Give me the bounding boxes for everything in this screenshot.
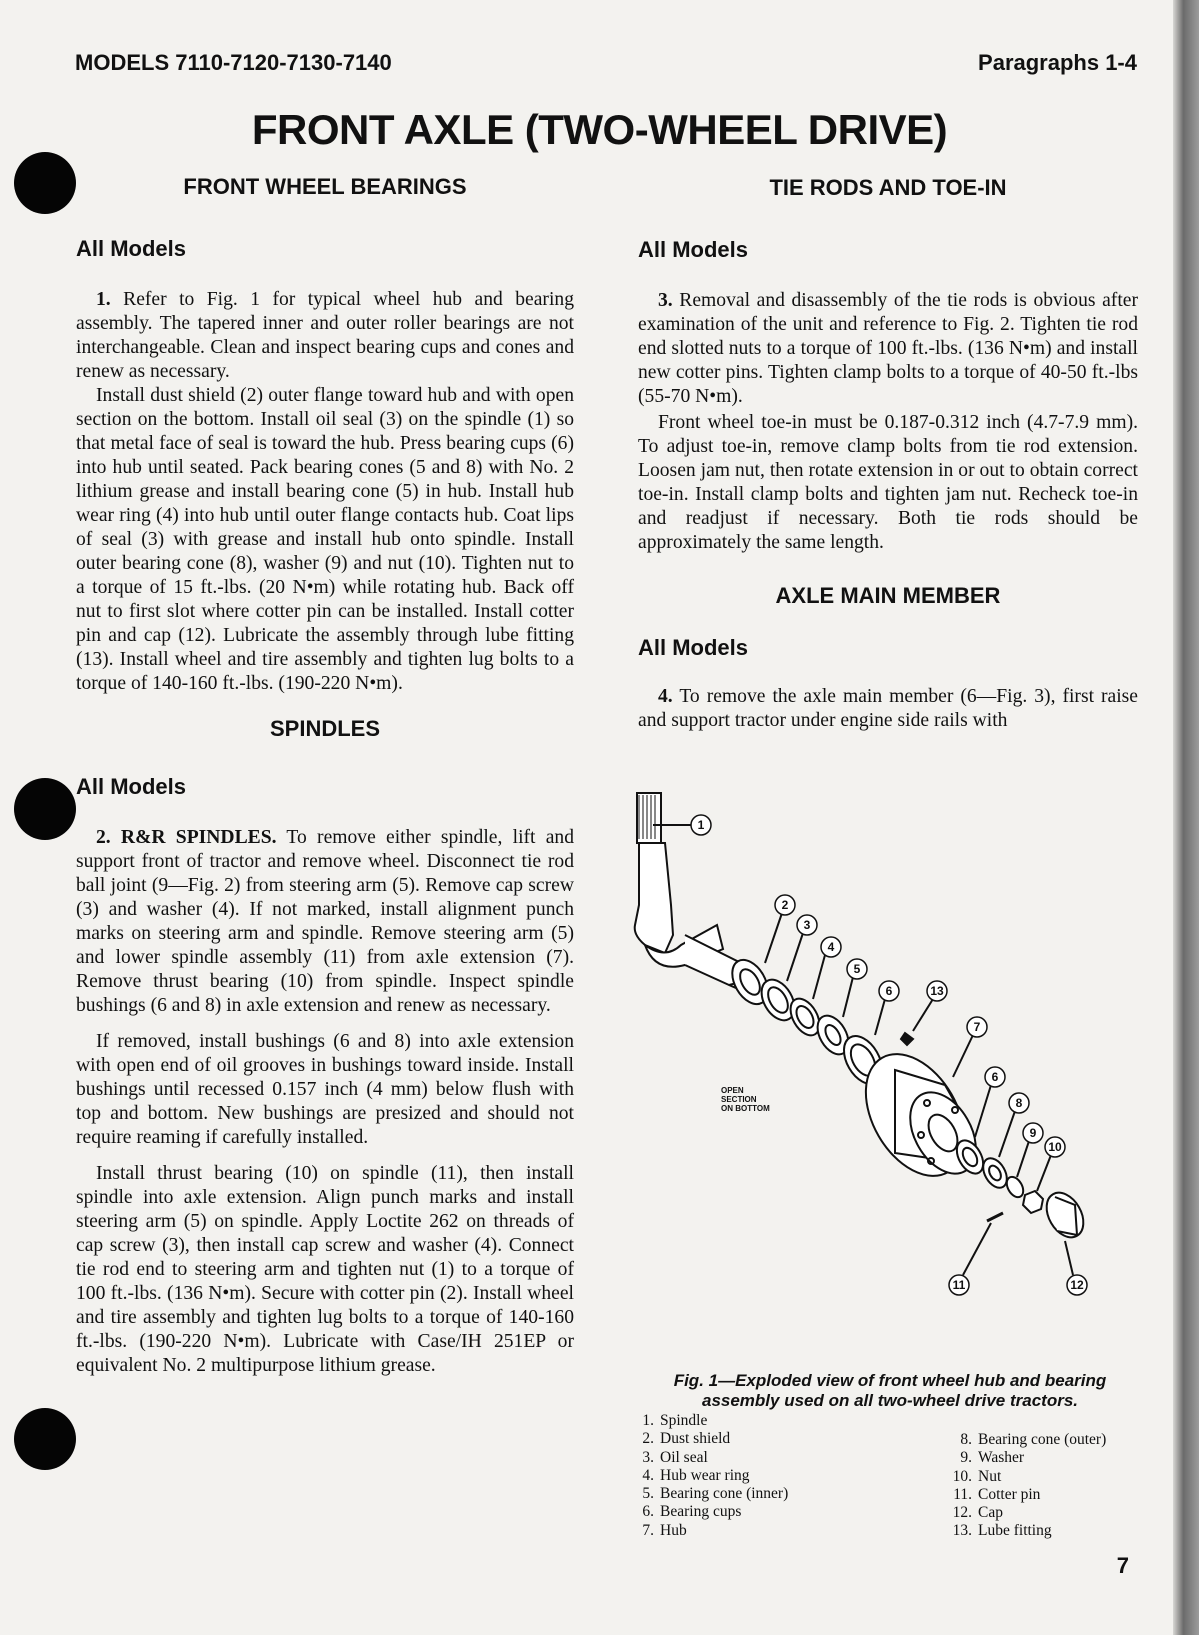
header-paragraphs: Paragraphs 1-4 [978,50,1137,75]
paragraph-text: To remove the axle main member (6—Fig. 3), first raise and support tractor under engine side rails with [638,686,1138,731]
legend-item: 11. Cotter pin [953,1485,1041,1503]
paragraph-number: 4. [658,686,673,707]
paragraph-number: 3. [658,290,673,311]
section-heading-spindles: SPINDLES [269,716,381,741]
callout-7 [967,1017,987,1037]
legend-item: 8. Bearing cone (outer) [960,1431,1107,1448]
svg-text:11: 11 [952,1278,966,1292]
legend-item: 13. Lube fitting [952,1522,1052,1540]
subheading-all-models-2: All Models [76,774,187,799]
legend-item: 6. Bearing cups [642,1503,742,1521]
callout-2 [775,895,795,915]
svg-text:6: 6 [885,984,893,998]
callout-12 [1067,1275,1087,1295]
svg-text:1: 1 [697,818,705,832]
page-number: 7 [1116,1553,1129,1578]
punch-hole-middle [14,778,76,840]
callout-9 [1023,1123,1043,1143]
paragraph-3 [638,289,1138,409]
callout-6a [879,981,899,1001]
paragraph-2 [76,826,574,1018]
page-title: FRONT AXLE (TWO-WHEEL DRIVE) [251,106,948,153]
header-models: MODELS 7110-7120-7130-7140 [75,50,392,75]
paragraph-2c: Install thrust bearing (10) on spindle (11), then install spindle into axle extension. Align punch marks and install steering arm (5) on spindle. Apply Loctite 262 on threads of cap screw (3), then install cap screw and washer (4). Connect tie rod end to steering arm and tighten nut (1) to a torque of 100 ft.-lbs. (136 N•m). Secure with cotter pin (2). Install wheel and tire assembly and tighten lug bolts to a torque of 140-160 ft.-lbs. (190-220 N•m). Lubricate with Case/IH 251EP or equivalent No. 2 multipurpose lithium grease. [76,1163,574,1376]
exploded-hub-diagram [625,785,1145,1365]
callout-10 [1045,1137,1065,1157]
svg-text:8: 8 [1015,1096,1023,1110]
section-heading-tie-rods: TIE RODS AND TOE-IN [769,175,1007,200]
paragraph-text: Removal and disassembly of the tie rods is obvious after examination of the unit and reference to Fig. 2. Tighten tie rod end slotted nuts to a torque of 100 ft.-lbs. (136 N•m) and install new cotter pins. Tighten clamp bolts to a torque of 40-50 ft.-lbs (55-70 N•m). [638,290,1138,407]
paragraph-label: 2. R&R SPINDLES. [96,827,277,848]
paragraph-3b: Front wheel toe-in must be 0.187-0.312 inch (4.7-7.9 mm). To adjust toe-in, remove clamp bolts from tie rod extension. Loosen jam nut, then rotate extension in or out to obtain correct toe-in. Install clamp bolts and tighten jam nut. Recheck toe-in and readjust if necessary. Both tie rods should be approximately the same length. [638,412,1138,553]
callout-1 [691,815,711,835]
paragraph-number: 1. [96,289,111,310]
subheading-all-models: All Models [76,236,187,261]
svg-text:7: 7 [973,1020,981,1034]
svg-text:OPEN: OPEN [721,1086,744,1095]
legend-item: 10. Nut [952,1467,1002,1485]
svg-text:3: 3 [803,918,811,932]
legend-item: 7. Hub [642,1521,687,1539]
svg-text:2: 2 [781,898,789,912]
open-section-note [721,1086,770,1113]
legend-left [632,1412,862,1540]
svg-text:12: 12 [1070,1278,1084,1292]
punch-hole-top [14,152,76,214]
svg-text:SECTION: SECTION [721,1095,757,1104]
svg-text:6: 6 [991,1070,999,1084]
section-heading-front-wheel-bearings: FRONT WHEEL BEARINGS [183,174,467,199]
legend-item: 9. Washer [960,1449,1025,1467]
svg-text:10: 10 [1048,1140,1062,1154]
callout-5 [847,959,867,979]
callout-8 [1009,1093,1029,1113]
paragraph-1b: Install dust shield (2) outer flange toward hub and with open section on the bottom. Install oil seal (3) on the spindle (1) so that metal face of seal is toward the hub. Press bearing cups (6) into hub until seated. Pack bearing cones (5 and 8) with No. 2 lithium grease and install bearing cone (5) in hub. Install hub wear ring (4) into hub until outer flange contacts hub. Coat lips of seal (3) with grease and install hub onto spindle. Install outer bearing cone (8), washer (9) and nut (10). Tighten nut to a torque of 15 ft.-lbs. (20 N•m) while rotating hub. Back off nut to first slot where cotter pin can be installed. Install cotter pin and cap (12). Lubricate the assembly through lube fitting (13). Install wheel and tire assembly and tighten lug bolts to a torque of 140-160 ft.-lbs. (190-220 N•m). [76,385,574,694]
subheading-all-models-4: All Models [638,635,749,660]
subheading-all-models-3: All Models [638,237,749,262]
callout-3 [797,915,817,935]
legend-item: 5. Bearing cone (inner) [642,1485,789,1503]
callout-6b [985,1067,1005,1087]
svg-text:ON BOTTOM: ON BOTTOM [721,1104,770,1113]
legend-item: 2. Dust shield [642,1430,731,1448]
svg-text:9: 9 [1029,1126,1037,1140]
callout-13 [927,981,947,1001]
paragraph-text: Refer to Fig. 1 for typical wheel hub and bearing assembly. The tapered inner and outer roller bearings are not interchangeable. Clean and inspect bearing cups and cones and renew as necessary. [76,289,574,382]
svg-text:13: 13 [930,984,944,998]
right-column [638,175,1138,733]
figure-caption: Fig. 1—Exploded view of front wheel hub and bearing assembly used on all two-wheel drive tractors. [673,1371,1107,1410]
section-heading-axle-main-member: AXLE MAIN MEMBER [775,583,1001,608]
punch-hole-bottom [14,1408,76,1470]
paragraph-1 [76,288,574,384]
callout-4 [821,937,841,957]
paragraph-text: To remove either spindle, lift and support front of tractor and remove wheel. Disconnect tie rod ball joint (9—Fig. 2) from steering arm (5). Remove cap screw (3) and washer (4). If not marked, install alignment punch marks on steering arm and spindle. Remove steering arm (5) and lower spindle assembly (11) from axle extension (7). Remove thrust bearing (10) from spindle. Inspect spindle bushings (6 and 8) in axle extension and renew as necessary. [76,827,575,1016]
legend-item: 4. Hub wear ring [642,1466,750,1484]
left-column [76,174,574,1378]
legend-item: 12. Cap [952,1504,1003,1522]
paragraph-4 [638,685,1138,733]
callout-11 [949,1275,969,1295]
nut-drawing [1023,1191,1043,1213]
legend-right [950,1431,1150,1541]
lube-fitting-drawing [901,1033,913,1045]
cotter-pin-drawing [987,1213,1003,1221]
scan-edge [1173,0,1199,1635]
paragraph-2b: If removed, install bushings (6 and 8) into axle extension with open end of oil grooves in bushings toward inside. Install bushings until recessed 0.157 inch (4 mm) below flush with top and bottom. New bushings are presized and should not require reaming if carefully installed. [76,1031,574,1148]
svg-text:5: 5 [853,962,861,976]
legend-item: 1. Spindle [642,1412,708,1429]
svg-text:4: 4 [827,940,835,954]
legend-item: 3. Oil seal [642,1448,708,1466]
